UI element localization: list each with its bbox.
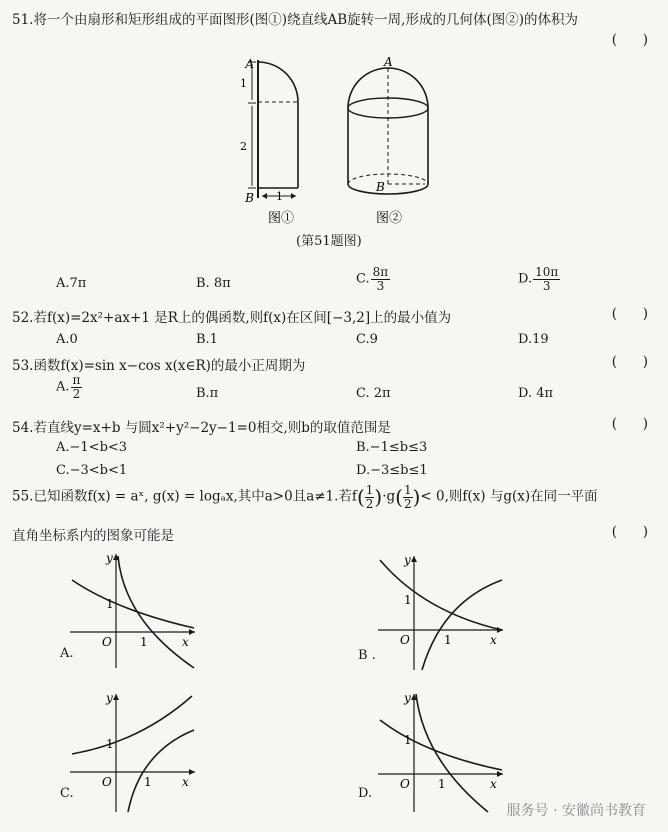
svg-text:1: 1 (106, 737, 114, 751)
q55-graph-c (70, 690, 200, 815)
q55-graph-b-label: B . (358, 648, 376, 663)
q53-stem: 53.函数f(x)=sin x−cos x(x∈R)的最小正周期为 (12, 358, 306, 374)
fig1-caption: 图① (268, 211, 295, 225)
q54-stem: 54.若直线y=x+b 与圆x²+y²−2y−1=0相交,则b的取值范围是 (12, 420, 391, 436)
svg-text:1: 1 (140, 635, 148, 649)
q55-stem: 55.已知函数f(x) = aˣ, g(x) = logₐx,其中a>0且a≠1.若f( $\frac{1}{2})\cdot g$( $\frac{1}{2})< 0$,则f(x) 与g(x)在同一平面 (12, 483, 598, 511)
svg-text:x: x (490, 777, 497, 791)
q51-stem: 51.将一个由扇形和矩形组成的平面图形(图①)绕直线AB旋转一周,形成的几何体(图②)的体积为 (12, 12, 578, 28)
q51-option-a: A.7π (56, 276, 87, 291)
fig2-label-b: B (376, 180, 385, 194)
q55-graph-c-label: C. (60, 786, 74, 801)
q55-answer-paren: ( ) (611, 524, 648, 540)
svg-text:1: 1 (444, 633, 452, 647)
q54-option-b: B.−1≤b≤3 (356, 440, 428, 455)
svg-text:1: 1 (404, 593, 412, 607)
svg-text:y: y (106, 551, 113, 565)
q55-graph-d-label: D. (358, 786, 373, 801)
svg-text:y: y (106, 691, 113, 705)
svg-text:1: 1 (404, 733, 412, 747)
svg-text:y: y (404, 553, 411, 567)
q51-figure (230, 50, 460, 225)
svg-text:x: x (490, 633, 497, 647)
q52-answer-paren: ( ) (611, 306, 648, 322)
q55-graph-b (378, 552, 508, 672)
svg-text:O: O (102, 635, 112, 649)
svg-text:y: y (404, 691, 411, 705)
svg-text:O: O (400, 633, 410, 647)
svg-text:x: x (182, 775, 189, 789)
svg-text:x: x (182, 635, 189, 649)
q52-stem: 52.若f(x)=2x²+ax+1 是R上的偶函数,则f(x)在区间[−3,2]上的最小值为 (12, 310, 452, 326)
q51-option-c: C. $\frac{8\pi}{3}$ (356, 265, 389, 293)
q55-graph-a-label: A. (60, 646, 74, 661)
q52-option-b: B.1 (196, 332, 218, 347)
fig1-dim-1: 1 (240, 77, 247, 90)
fig1-dim-base: 1 (276, 190, 283, 203)
q54-answer-paren: ( ) (611, 416, 648, 432)
fig2-label-a: A (384, 55, 393, 69)
q55-graph-d (378, 690, 508, 815)
svg-text:O: O (400, 777, 410, 791)
q51-figure-caption: (第51题图) (296, 234, 362, 249)
figure-2-solid (348, 68, 428, 194)
q54-option-d: D.−3≤b≤1 (356, 463, 428, 478)
fig1-label-b: B (245, 191, 254, 205)
svg-text:1: 1 (438, 777, 446, 791)
q55-stem-line2: 直角坐标系内的图象可能是 (12, 528, 174, 544)
fig1-label-a: A (245, 57, 254, 71)
q54-option-a: A.−1<b<3 (56, 440, 128, 455)
fig1-dim-2: 2 (240, 140, 247, 153)
q53-answer-paren: ( ) (611, 354, 648, 370)
q53-option-b: B.π (196, 386, 219, 401)
q51-option-b: B. 8π (196, 276, 231, 291)
q51-option-d: D. $\frac{10\pi}{3}$ (518, 265, 559, 293)
q54-option-c: C.−3<b<1 (56, 463, 128, 478)
watermark: 服务号 · 安徽尚书教育 (506, 803, 646, 819)
q53-option-c: C. 2π (356, 386, 391, 401)
q53-option-d: D. 4π (518, 386, 554, 401)
svg-text:O: O (102, 775, 112, 789)
svg-text:1: 1 (106, 597, 114, 611)
q52-option-c: C.9 (356, 332, 378, 347)
q51-answer-paren: ( ) (611, 32, 648, 48)
q52-option-d: D.19 (518, 332, 549, 347)
q53-option-a: A. $\frac{\pi}{2}$ (56, 373, 81, 401)
svg-text:1: 1 (144, 775, 152, 789)
q55-graph-a (70, 550, 200, 670)
fig2-caption: 图② (376, 211, 403, 225)
figure-1-plane-shape (248, 60, 298, 199)
q52-option-a: A.0 (56, 332, 78, 347)
